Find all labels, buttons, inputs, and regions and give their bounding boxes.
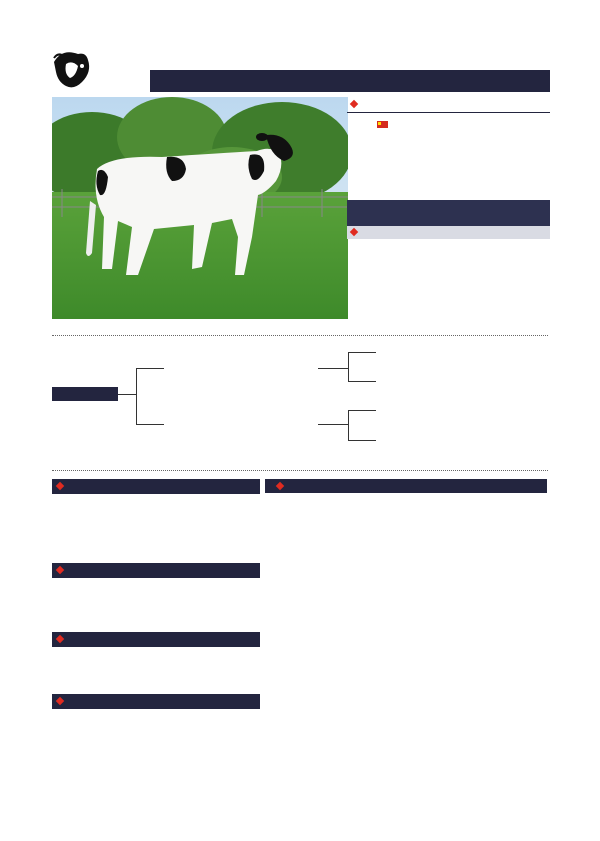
cow-logo-icon (52, 42, 150, 94)
pedigree-line (348, 410, 349, 440)
pedigree-line (318, 424, 348, 425)
pedigree-line (136, 368, 164, 369)
pedigree-line (348, 381, 376, 382)
pedigree-line (348, 352, 376, 353)
pedigree-line (318, 368, 348, 369)
health-heading (52, 563, 260, 578)
conformation-heading (265, 479, 547, 493)
bull-title (347, 70, 550, 92)
index-box (347, 200, 550, 226)
bull-info-heading (347, 98, 550, 111)
short-name (365, 120, 388, 129)
china-flag-icon (377, 121, 388, 128)
production-heading (52, 479, 260, 494)
separator (52, 470, 548, 471)
pedigree-line (348, 352, 349, 382)
pedigree-line (136, 424, 164, 425)
pedigree-line (136, 368, 137, 424)
type-heading (52, 632, 260, 647)
cow-photo (52, 97, 348, 319)
features-heading (347, 226, 550, 239)
pedigree-self (52, 387, 118, 401)
conformation-chart (265, 494, 547, 779)
pedigree-line (348, 440, 376, 441)
calving-heading (52, 694, 260, 709)
pedigree-line (348, 410, 376, 411)
divider (347, 112, 550, 113)
pedigree-line (118, 394, 136, 395)
separator (52, 335, 548, 336)
